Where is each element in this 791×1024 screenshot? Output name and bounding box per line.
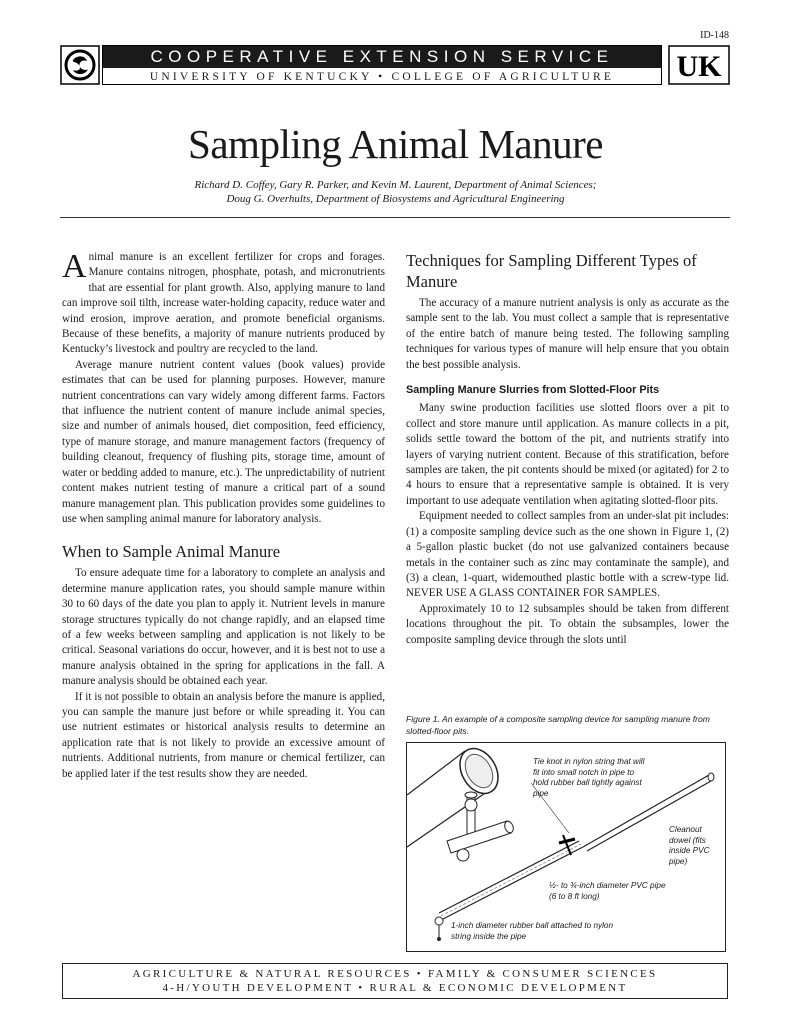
paragraph-timing: To ensure adequate time for a laboratory to complete an analysis and determine manure application rates, you should sample manure within 30 to 60 days of the date you plan to apply it. Nutrient levels in manure storage structures typically do not change rapidly, and an elapsed time of a few weeks between sampling and application is not likely to be critical. Seasonal variations do occur, however, and it is best not to use a manure analysis obtained in the spring for applications in the fall. A manure analysis should be obtained each year. xyxy=(62,567,385,688)
figure-sampling-device xyxy=(406,742,726,952)
authors xyxy=(0,178,791,206)
banner-title: COOPERATIVE EXTENSION SERVICE xyxy=(103,46,661,68)
paragraph-book-values: Average manure nutrient content values (book values) provide estimates that can be used for planning purposes. However, manure nutrient concentrations can vary widely among different farms. Factors that influence the nutrient content of manure include animal species, size and number of animals housed, diet composition, feed efficiency, type of manure storage, and manure management factors (frequency of building cleanout, frequency of flushing pits, storage time, amount of water or bedding added to manure, etc.). The unpredictability of nutrient content makes nutrient testing of manure a critical part of a sound manure management plan. This publication provides some guidelines to use when sampling animal manure for laboratory analysis. xyxy=(62,358,385,525)
extension-seal-icon xyxy=(60,45,100,85)
footer-line-1: AGRICULTURE & NATURAL RESOURCES • FAMILY & CONSUMER SCIENCES xyxy=(132,968,658,980)
intro-paragraph xyxy=(62,250,385,358)
paragraph-subsamples: Approximately 10 to 12 subsamples should be taken from different locations throughout the pit. To obtain the subsamples, lower the composite sampling device through the slots until xyxy=(406,602,729,646)
paragraph-no-analysis: If it is not possible to obtain an analysis before the manure is applied, you can sample the manure just before or while spreading it. You can use nutrient estimates or historical analysis results to determine an application rate that is not likely to provide an excessive amount of nutrients. Additional nutrients, from manure or chemical fertilizer, can be applied later if the test results show they are needed. xyxy=(62,690,385,780)
heading-slurries: Sampling Manure Slurries from Slotted-Floor Pits xyxy=(406,384,660,397)
paragraph-slotted-floors: Many swine production facilities use slotted floors over a pit to collect and store manure until application. As manure collects in a pit, solids settle toward the bottom of the pit, and nutrients stratify into layers of varying nutrient content. Because of this stratification, before samples are taken, the pit contents should be mixed (or agitated) for 2 to 4 hours to ensure that a representative sample is obtained. It is very important to use adequate ventilation when agitating slotted-floor pits. xyxy=(406,402,729,507)
left-column xyxy=(62,250,385,782)
heading-techniques: Techniques for Sampling Different Types of Manure xyxy=(406,251,697,291)
label-dowel: Cleanout dowel (fits inside PVC pipe) xyxy=(669,825,710,866)
paragraph-equipment: Equipment needed to collect samples from an under-slat pit includes: (1) a composite sampling device such as the one shown in Figure 1, (2) a 5-gallon plastic bucket (do not use galvanized containers because metals in the container such as zinc may contaminate the sample), and (3) a clean, 1-quart, widemouthed plastic bottle with a screw-type lid. NEVER USE A GLASS CONTAINER FOR SAMPLES. xyxy=(406,510,729,600)
uk-logo-icon xyxy=(668,45,730,85)
document-id: ID-148 xyxy=(700,30,729,41)
label-rubber-ball: 1-inch diameter rubber ball attached to nylon string inside the pipe xyxy=(451,921,614,941)
intro-text: nimal manure is an excellent fertilizer for crops and forages. Manure contains nitrogen, phosphate, potash, and micronutrients that are essential for plant growth. Also, applying manure to land can improve soil tilth, increase water-holding capacity, reduce water and wind erosion, improve aeration, and promote beneficial organisms. Because of these benefits, a majority of manure nutrients produced by Kentucky’s livestock and poultry are recycled to the land. xyxy=(62,251,385,356)
right-column xyxy=(406,250,729,648)
banner-subtitle: UNIVERSITY OF KENTUCKY • COLLEGE OF AGRICULTURE xyxy=(149,71,615,83)
footer-line-2: 4-H/YOUTH DEVELOPMENT • RURAL & ECONOMIC DEVELOPMENT xyxy=(162,982,628,994)
drop-cap: A xyxy=(62,248,87,285)
footer-program-areas xyxy=(62,963,728,999)
banner-text-box xyxy=(102,45,662,85)
label-knot: Tie knot in nylon string that will fit into small notch in pipe to hold rubber ball tightly against pipe xyxy=(533,757,645,798)
uk-logo-text: UK xyxy=(676,50,722,83)
page-title: Sampling Animal Manure xyxy=(188,121,603,167)
title-divider xyxy=(60,217,730,218)
authors-line-1: Richard D. Coffey, Gary R. Parker, and Kevin M. Laurent, Department of Animal Sciences; xyxy=(194,179,597,191)
extension-service-banner xyxy=(60,45,730,87)
figure-caption: Figure 1. An example of a composite sampling device for sampling manure from slotted-floor pits. xyxy=(406,714,710,736)
label-pvc-pipe: ½- to ¾-inch diameter PVC pipe (6 to 8 ft long) xyxy=(549,881,666,901)
heading-when-to-sample: When to Sample Animal Manure xyxy=(62,542,281,562)
authors-line-2: Doug G. Overhults, Department of Biosystems and Agricultural Engineering xyxy=(226,193,565,205)
paragraph-accuracy: The accuracy of a manure nutrient analysis is only as accurate as the sample sent to the lab. You must collect a sample that is representative of the entire batch of manure being tested. The following sampling techniques for various types of manure will help ensure that you obtain the best possible analysis. xyxy=(406,297,729,371)
